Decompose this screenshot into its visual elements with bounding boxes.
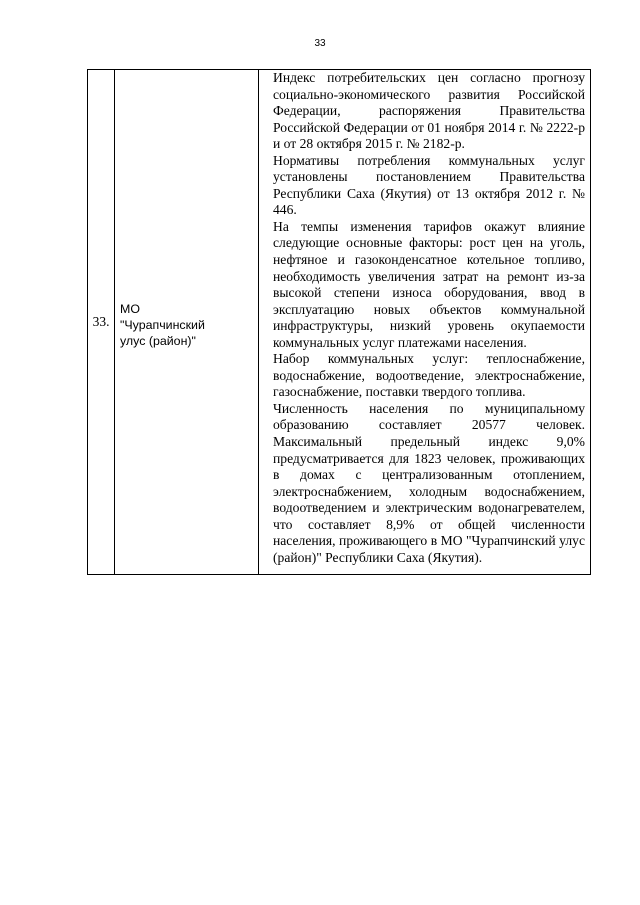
paragraph-services: Набор коммунальных услуг: теплоснабжение, водоснабжение, водоотведение, электроснабжение, газоснабжение, поставки твердого топлива. (273, 351, 585, 400)
description-cell (259, 70, 591, 575)
paragraph-cpi: Индекс потребительских цен согласно прогнозу социально-экономического развития Российской Федерации, распоряжения Правительства Российской Федерации от 01 ноября 2014 г. № 2222-р и от 28 октября 2015 г. № 2182-р. (273, 70, 585, 152)
page-number: 33 (314, 38, 326, 49)
paragraph-norms: Нормативы потребления коммунальных услуг установлены постановлением Правительства Республики Саха (Якутия) от 13 октября 2012 г. № 446. (273, 152, 585, 218)
paragraph-factors: На темпы изменения тарифов окажут влияние следующие основные факторы: рост цен на уголь, нефтяное и газоконденсатное котельное топливо, необходимость увеличения затрат на ремонт из-за высокой степени износа оборудования, ввод в эксплуатацию новых объектов коммунальной инфраструктуры, низкий уровень окупаемости коммунальных услуг платежами населения. (273, 218, 585, 350)
table-row (88, 70, 591, 575)
paragraph-population: Численность населения по муниципальному образованию составляет 20577 человек. Максимальный предельный индекс 9,0% предусматривается для 1823 человек, проживающих в домах с централизованным отоплением, электроснабжением, холодным водоснабжением, водоотведением и электрическим водонагревателем, что составляет 8,9% от общей численности населения, проживающего в МО "Чурапчинский улус (район)" Республики Саха (Якутия). (273, 400, 585, 565)
municipality-name-line: "Чурапчинский (120, 318, 205, 333)
municipality-name-line: МО (120, 302, 140, 317)
municipality-name-line: улус (район)" (120, 334, 196, 349)
row-number-cell: 33. (88, 70, 115, 575)
tariff-table (87, 69, 591, 575)
municipality-cell (115, 70, 259, 575)
